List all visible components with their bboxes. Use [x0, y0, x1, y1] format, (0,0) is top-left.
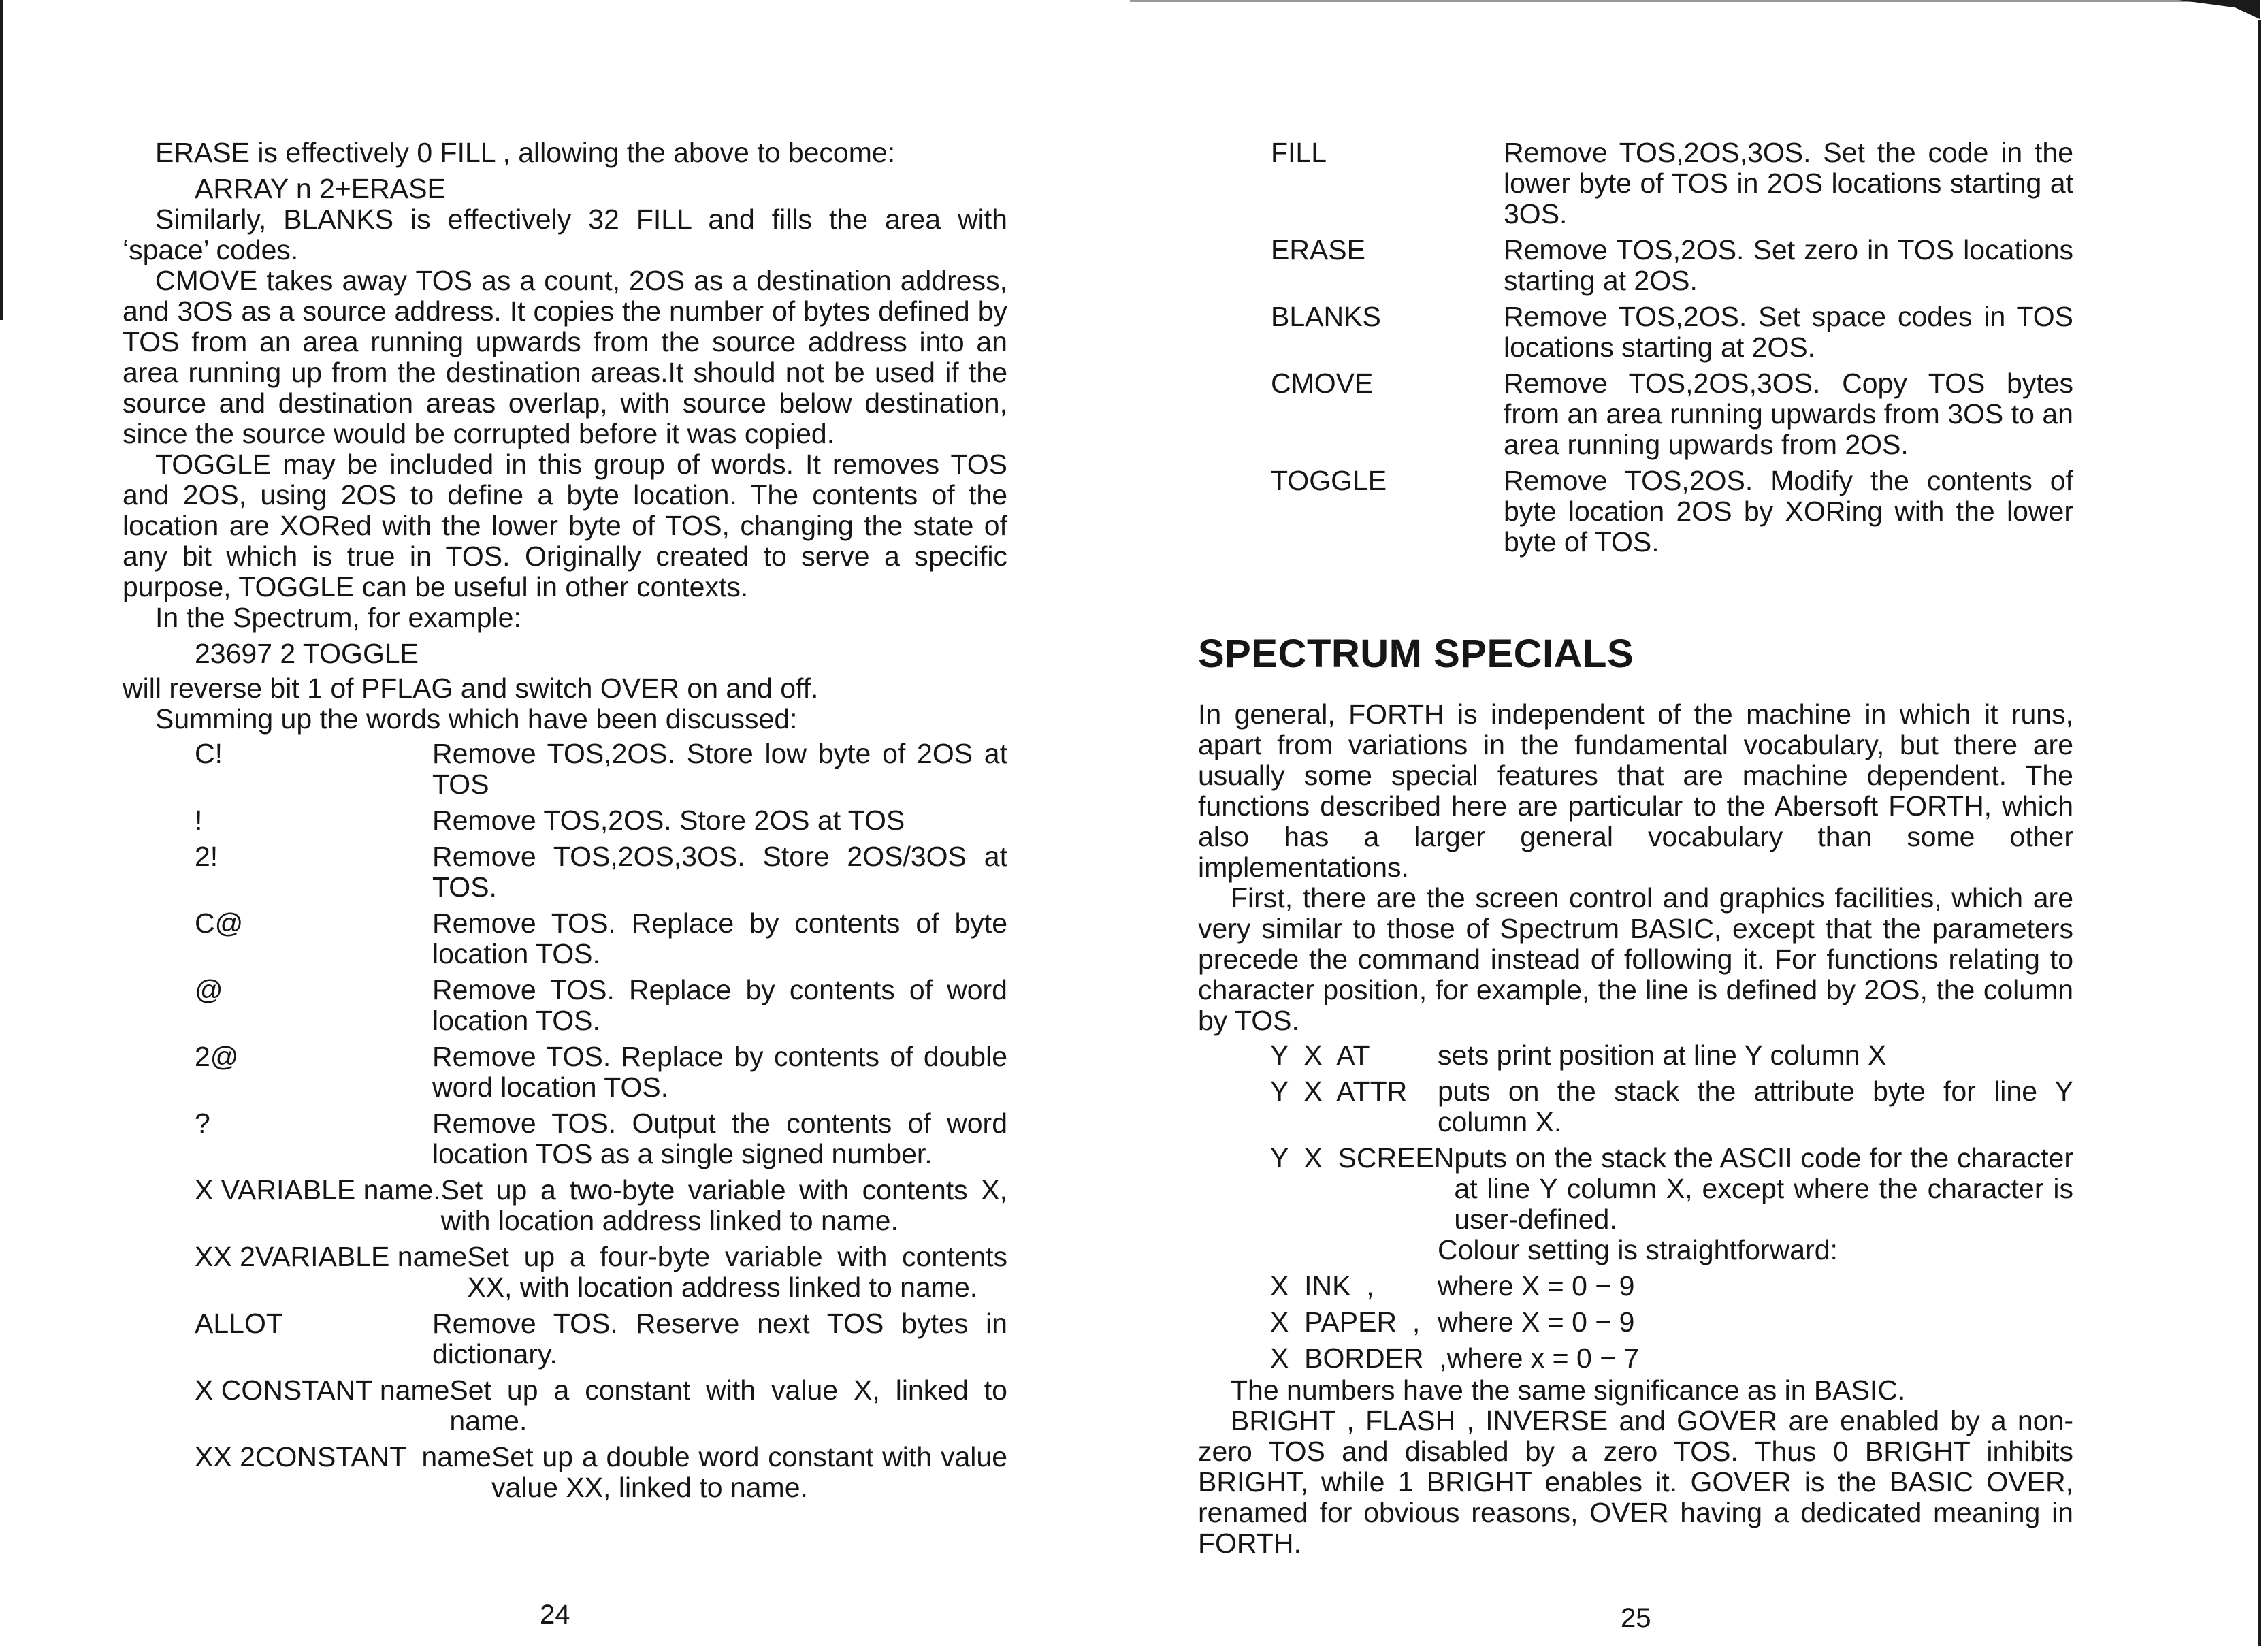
word-term: ERASE [1271, 234, 1365, 265]
toggle-paragraph: TOGGLE may be included in this group of words. It removes TOS and 2OS, using 2OS to define a byte location. The contents of the location are XORed with the lower byte of TOS, changing the state of any bit which is true in TOS. Originally created to serve a specific purpose, TOGGLE can be useful in other contexts. [123, 449, 1007, 602]
word-term: BLANKS [1271, 301, 1381, 332]
word-description: where x = 0 − 7 [1446, 1342, 1640, 1374]
word-term: ALLOT [195, 1308, 283, 1339]
right-page-text [1198, 138, 2073, 1559]
word-description: Remove TOS,2OS,3OS. Copy TOS bytes from an area running upwards from 3OS to an area running upwards from 2OS. [1504, 368, 2073, 460]
word-description: Remove TOS,2OS. Store low byte of 2OS at TOS [432, 738, 1007, 800]
word-description: where X = 0 − 9 [1438, 1270, 1635, 1302]
word-term: X BORDER , [1270, 1342, 1447, 1374]
word-description: sets print position at line Y column X [1438, 1039, 1887, 1071]
word-row [123, 1042, 1007, 1103]
word-term: FILL [1271, 137, 1327, 168]
right-page [1134, 0, 2268, 1646]
word-description: where X = 0 − 9 [1438, 1306, 1635, 1338]
word-term: CMOVE [1271, 368, 1374, 399]
word-description: Remove TOS. Reserve next TOS bytes in dictionary. [432, 1308, 1007, 1370]
word-description: Remove TOS,2OS. Modify the contents of byte location 2OS by XORing with the lower byte of TOS. [1504, 465, 2073, 558]
page-number-left: 24 [540, 1600, 570, 1630]
section-heading: SPECTRUM SPECIALS [1198, 632, 1634, 676]
screen-word-list [1198, 1040, 2073, 1374]
word-description: Remove TOS,2OS,3OS. Set the code in the lower byte of TOS in 2OS locations starting at 3OS. [1504, 137, 2073, 229]
word-row [123, 1108, 1007, 1169]
word-description: Remove TOS. Output the contents of word location TOS as a single signed number. [432, 1108, 1007, 1169]
word-row [123, 805, 1007, 836]
word-term: C! [195, 738, 223, 769]
word-term: XX 2VARIABLE name [195, 1241, 468, 1272]
word-row [1198, 466, 2073, 558]
word-term: ? [195, 1108, 210, 1139]
word-description: Remove TOS,2OS. Set zero in TOS locations starting at 2OS. [1504, 234, 2073, 296]
word-term: Y X ATTR [1270, 1076, 1408, 1107]
word-description: Set up a four-byte variable with contents XX, with location address linked to name. [467, 1241, 1007, 1303]
word-row [1198, 138, 2073, 229]
word-row [1198, 1343, 2073, 1374]
word-description: Remove TOS,2OS. Store 2OS at TOS [432, 805, 905, 836]
word-term: X PAPER , [1270, 1306, 1421, 1338]
numbers-paragraph: The numbers have the same significance as in BASIC. [1231, 1374, 1906, 1406]
word-description: puts on the stack the ASCII code for the character at line Y column X, except where the character is user-defined. [1454, 1142, 2073, 1235]
erase-paragraph: ERASE is effectively 0 FILL , allowing the above to become: [155, 137, 896, 168]
code-example-array: ARRAY n 2+ERASE [195, 173, 446, 204]
word-term: C@ [195, 907, 244, 939]
word-description: Remove TOS. Replace by contents of double word location TOS. [432, 1041, 1007, 1103]
word-row [123, 908, 1007, 969]
word-description: puts on the stack the attribute byte for line Y column X. [1438, 1076, 2073, 1137]
word-row [123, 1375, 1007, 1436]
word-description: Set up a constant with value X, linked to name. [449, 1374, 1007, 1436]
word-term: X INK , [1270, 1270, 1374, 1302]
colour-intro: Colour setting is straightforward: [1438, 1234, 1838, 1265]
word-term: X CONSTANT name [195, 1374, 450, 1406]
blanks-paragraph: Similarly, BLANKS is effectively 32 FILL and fills the area with ‘space’ codes. [123, 204, 1007, 265]
word-term: X VARIABLE name. [195, 1174, 441, 1206]
word-row [1198, 302, 2073, 363]
word-description: Remove TOS,2OS. Set space codes in TOS locations starting at 2OS. [1504, 301, 2073, 363]
word-row [1198, 1076, 2073, 1137]
word-description: Remove TOS. Replace by contents of byte location TOS. [432, 907, 1007, 969]
cmove-paragraph: CMOVE takes away TOS as a count, 2OS as a destination address, and 3OS as a source address. It copies the number of bytes defined by TOS from an area running upwards from the source address into an area running up from the destination areas.It should not be used if the source and destination areas overlap, with source below destination, since the source would be corrupted before it was copied. [123, 265, 1007, 449]
word-row [1198, 1040, 2073, 1071]
word-row [123, 1175, 1007, 1236]
word-term: Y X SCREEN [1270, 1142, 1455, 1174]
word-description: Remove TOS. Replace by contents of word location TOS. [432, 974, 1007, 1036]
word-row [123, 739, 1007, 800]
word-term: Y X AT [1270, 1039, 1370, 1071]
word-description: Set up a two-byte variable with contents X, with location address linked to name. [440, 1174, 1007, 1236]
word-row [1198, 1271, 2073, 1302]
word-summary-list [123, 739, 1007, 1503]
word-description: Remove TOS,2OS,3OS. Store 2OS/3OS at TOS. [432, 841, 1007, 903]
pflag-paragraph: will reverse bit 1 of PFLAG and switch OVER on and off. [123, 673, 819, 704]
word-row [1198, 1143, 2073, 1235]
word-row [123, 1242, 1007, 1303]
memory-word-list [1198, 138, 2073, 558]
bright-paragraph: BRIGHT , FLASH , INVERSE and GOVER are enabled by a non-zero TOS and disabled by a zero TOS. Thus 0 BRIGHT inhibits BRIGHT, while 1 BRIGHT enables it. GOVER is the BASIC OVER, renamed for obvious reasons, OVER having a dedicated meaning in FORTH. [1198, 1405, 2073, 1559]
word-row [1198, 368, 2073, 460]
intro-paragraph: In general, FORTH is independent of the machine in which it runs, apart from variations in the fundamental vocabulary, but there are usually some special features that are machine dependent. The functions described here are particular to the Abersoft FORTH, which also has a larger general vocabulary than some other implementations. [1198, 698, 2073, 883]
word-term: TOGGLE [1271, 465, 1387, 496]
colour-intro-row [1198, 1235, 2073, 1265]
word-term: 2! [195, 841, 218, 872]
word-term: ! [195, 805, 203, 836]
word-description: Set up a double word constant with value value XX, linked to name. [491, 1441, 1007, 1503]
word-term: XX 2CONSTANT name [195, 1441, 491, 1472]
summary-intro: Summing up the words which have been discussed: [155, 703, 798, 735]
word-term: @ [195, 974, 223, 1005]
word-row [1198, 1307, 2073, 1338]
word-row [123, 1442, 1007, 1503]
screen-control-paragraph: First, there are the screen control and graphics facilities, which are very similar to those of Spectrum BASIC, except that the parameters precede the command instead of following it. For functions relating to character position, for example, the line is defined by 2OS, the column by TOS. [1198, 882, 2073, 1036]
code-example-toggle: 23697 2 TOGGLE [195, 638, 419, 669]
word-row [1198, 235, 2073, 296]
word-row [123, 1308, 1007, 1370]
word-row [123, 841, 1007, 903]
left-page-text [123, 138, 1007, 1508]
page-number-right: 25 [1621, 1603, 1651, 1633]
word-row [123, 975, 1007, 1036]
word-term: 2@ [195, 1041, 239, 1072]
spectrum-example-intro: In the Spectrum, for example: [155, 602, 521, 633]
